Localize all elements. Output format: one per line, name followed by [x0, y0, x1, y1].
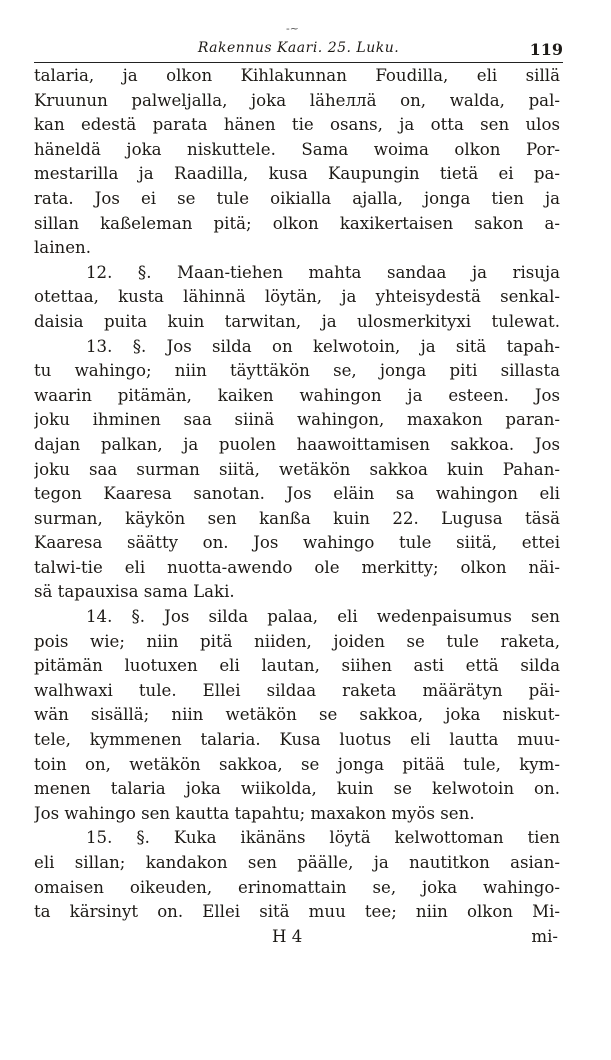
- text-line: talwi-tie eli nuotta-awendo ole merkitty; olkon näi-: [34, 557, 560, 577]
- signature-mark: H 4: [272, 926, 303, 946]
- text-line: Kruunun palweljalla, joka läheллä on, walda, pal-: [34, 90, 560, 110]
- text-line: 15. §. Kuka ikänäns löytä kelwottoman tien: [86, 828, 560, 848]
- running-title: Rakennus Kaari. 25. Luku.: [197, 40, 400, 56]
- text-line: 14. §. Jos silda palaa, eli wedenpaisumus sen: [86, 607, 560, 627]
- text-line: menen talaria joka wiikolda, kuin se kelwotoin on.: [34, 779, 560, 799]
- text-line: Jos wahingo sen kautta tapahtu; maxakon myös sen.: [34, 803, 475, 823]
- text-line: sillan kaßeleman pitä; olkon kaxikertaisen sakon a-: [34, 213, 560, 233]
- text-line: häneldä joka niskuttele. Sama woima olkon Por-: [34, 139, 560, 159]
- text-line: eli sillan; kandakon sen päälle, ja nautitkon asian-: [34, 853, 560, 872]
- text-line: walhwaxi tule. Ellei sildaa raketa määrätyn päi-: [34, 680, 560, 700]
- text-line: 12. §. Maan-tiehen mahta sandaa ja risuja: [86, 262, 560, 282]
- text-line: tegon Kaaresa sanotan. Jos eläin sa wahingon eli: [34, 484, 560, 504]
- catchword: mi-: [531, 926, 558, 946]
- text-line: talaria, ja olkon Kihlakunnan Foudilla, eli sillä: [34, 66, 560, 85]
- text-line: wän sisällä; niin wetäkön se sakkoa, joka niskut-: [34, 705, 560, 725]
- text-line: sä tapauxisa sama Laki.: [34, 582, 235, 602]
- header-rule: [34, 62, 563, 63]
- text-line: otettaa, kusta lähinnä löytän, ja yhteisydestä senkal-: [34, 287, 560, 307]
- text-line: kan edestä parata hänen tie osans, ja otta sen ulos: [34, 115, 560, 135]
- text-line: ta kärsinyt on. Ellei sitä muu tee; niin olkon Mi-: [34, 902, 560, 922]
- text-line: surman, käykön sen kanßa kuin 22. Lugusa täsä: [34, 508, 560, 528]
- header-ornament: -~: [286, 22, 299, 35]
- page-header: [34, 22, 563, 64]
- text-line: pitämän luotuxen eli lautan, siihen asti että silda: [34, 656, 560, 676]
- text-line: joku saa surman siitä, wetäkön sakkoa kuin Pahan-: [34, 459, 560, 479]
- text-line: omaisen oikeuden, erinomattain se, joka wahingo-: [34, 877, 560, 897]
- text-line: toin on, wetäkön sakkoa, se jonga pitää tule, kym-: [34, 754, 560, 774]
- text-line: rata. Jos ei se tule oikialla ajalla, jonga tien ja: [34, 188, 560, 208]
- text-line: dajan palkan, ja puolen haawoittamisen sakkoa. Jos: [34, 434, 560, 454]
- text-line: Kaaresa säätty on. Jos wahingo tule siitä, ettei: [34, 533, 560, 553]
- text-line: lainen.: [34, 238, 91, 258]
- text-line: daisia puita kuin tarwitan, ja ulosmerkityxi tulewat.: [34, 311, 560, 331]
- page-number: 119: [529, 40, 563, 59]
- text-line: joku ihminen saa siinä wahingon, maxakon paran-: [34, 410, 560, 430]
- text-line: mestarilla ja Raadilla, kusa Kaupungin tietä ei pa-: [34, 164, 560, 184]
- page-footer: [34, 925, 560, 950]
- text-line: waarin pitämän, kaiken wahingon ja esteen. Jos: [34, 385, 560, 405]
- text-line: 13. §. Jos silda on kelwotoin, ja sitä tapah-: [86, 336, 560, 356]
- text-line: tu wahingo; niin täyttäkön se, jonga piti sillasta: [34, 361, 560, 381]
- body-text: [34, 64, 560, 949]
- text-line: tele, kymmenen talaria. Kusa luotus eli lautta muu-: [34, 730, 560, 750]
- text-line: pois wie; niin pitä niiden, joiden se tule raketa,: [34, 631, 560, 651]
